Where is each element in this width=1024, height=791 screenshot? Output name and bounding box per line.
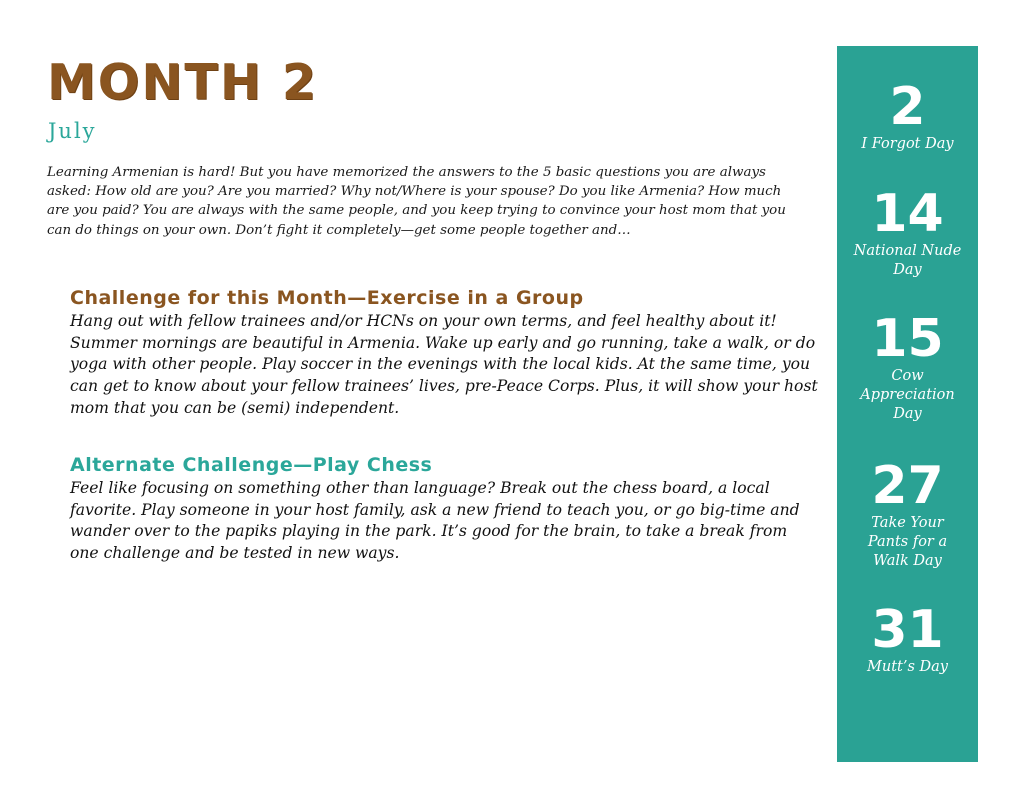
holiday-name: Take Your Pants for a Walk Day <box>867 515 948 569</box>
alternate-challenge-section <box>70 452 820 565</box>
holiday-date: 14 <box>871 184 944 244</box>
alternate-challenge-heading: Alternate Challenge—Play Chess <box>70 454 433 476</box>
intro-paragraph: Learning Armenian is hard! But you have memorized the answers to the 5 basic questions you are always asked: How old are you? Are you married? Why not/Where is your spouse? Do you like Armenia? How much are you paid? You are always with the same people, and you keep trying to convince your host mom that you can do things on your own. Don’t fight it completely—get some people together and… <box>47 165 786 238</box>
alternate-challenge-body: Feel like focusing on something other than language? Break out the chess board, a local favorite. Play someone in your host family, ask a new friend to teach you, or go big-time and wander over to the papiks playing in the park. It’s good for the brain, to take a break from one challenge and be tested in new ways. <box>70 479 800 563</box>
holiday-name: National Nude Day <box>853 243 962 278</box>
holiday-item <box>837 79 978 154</box>
holiday-date: 15 <box>871 309 944 369</box>
holiday-name: Mutt’s Day <box>867 659 948 675</box>
holiday-item <box>837 458 978 571</box>
holiday-item <box>837 602 978 677</box>
challenge-section <box>70 285 820 420</box>
holiday-date: 2 <box>889 77 926 137</box>
holiday-sidebar <box>837 46 978 762</box>
holiday-name: I Forgot Day <box>861 136 954 152</box>
page-title: MONTH 2 <box>47 54 319 111</box>
holiday-item <box>837 311 978 424</box>
holiday-date: 31 <box>871 600 944 660</box>
holiday-name: Cow Appreciation Day <box>860 368 955 422</box>
month-name: July <box>48 119 97 143</box>
challenge-heading: Challenge for this Month—Exercise in a Group <box>70 287 584 309</box>
challenge-body: Hang out with fellow trainees and/or HCNs on your own terms, and feel healthy about it! Summer mornings are beautiful in Armenia. Wake up early and go running, take a walk, or do yoga with other people. Play soccer in the evenings with the local kids. At the same time, you can get to know about your fellow trainees’ lives, pre-Peace Corps. Plus, it will show your host mom that you can be (semi) independent. <box>70 312 818 417</box>
holiday-date: 27 <box>871 456 944 516</box>
holiday-item <box>837 186 978 280</box>
